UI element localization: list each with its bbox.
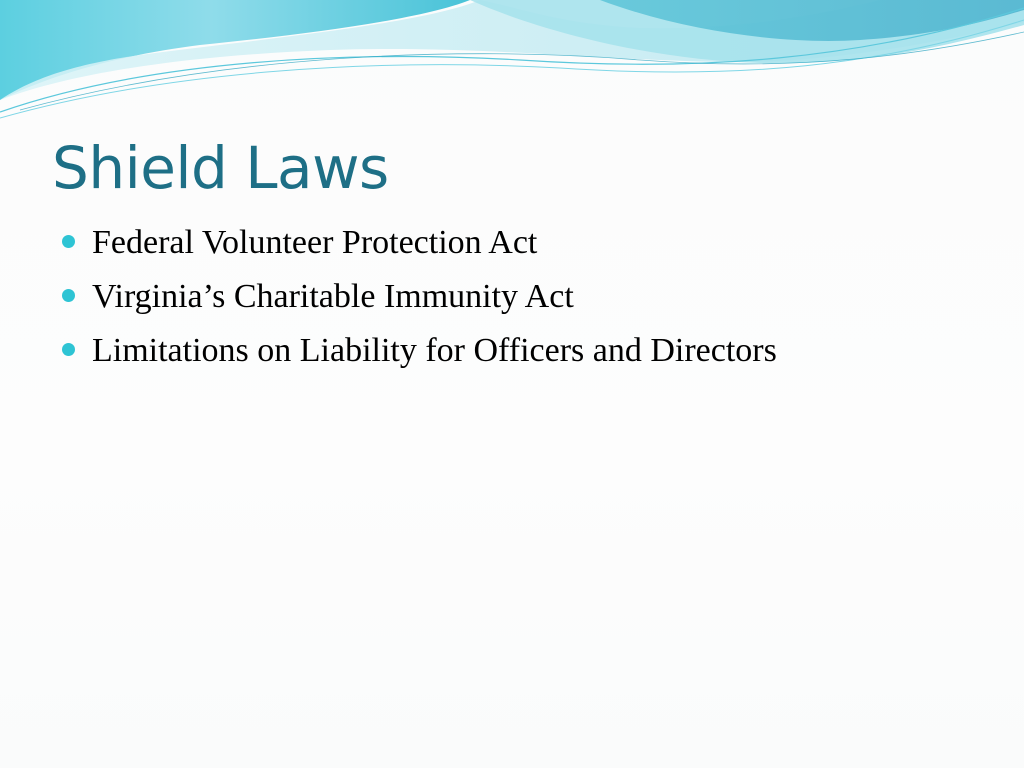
bullet-text: Limitations on Liability for Officers and Directors: [92, 332, 777, 369]
slide-title: Shield Laws: [52, 134, 389, 202]
bullet-text: Federal Volunteer Protection Act: [92, 224, 538, 261]
bullet-dot-icon: [62, 289, 75, 302]
header-wave-decoration: [0, 0, 1024, 130]
list-item: [62, 216, 777, 270]
bullet-dot-icon: [62, 343, 75, 356]
bullet-text: Virginia’s Charitable Immunity Act: [92, 278, 574, 315]
list-item: [62, 324, 777, 378]
bullet-list: [62, 216, 777, 378]
bullet-dot-icon: [62, 235, 75, 248]
list-item: [62, 270, 777, 324]
